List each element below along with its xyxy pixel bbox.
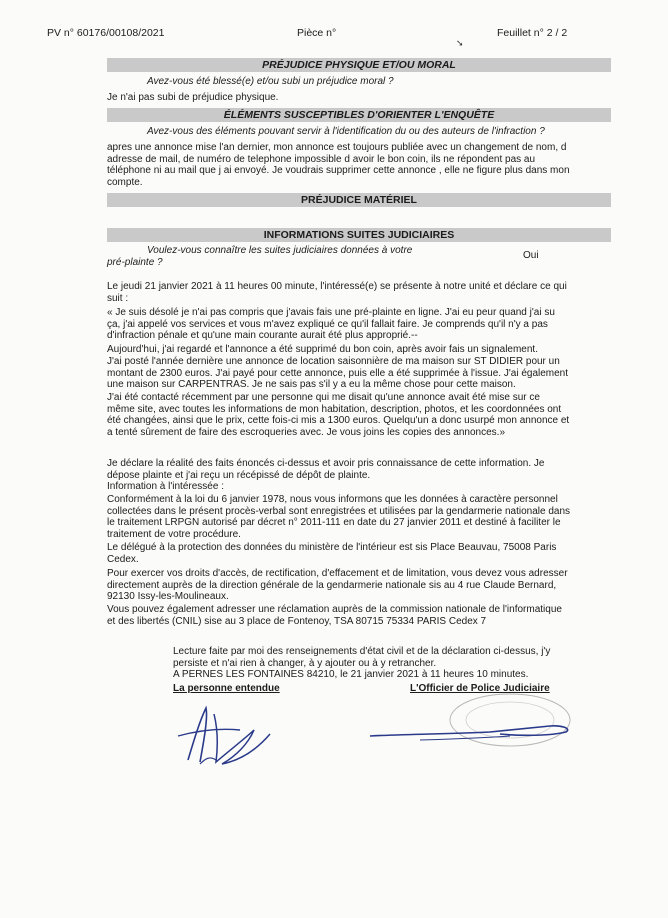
- signature-person-icon: [170, 700, 290, 770]
- body-line: « Je suis désolé je n'ai pas compris que j'avais fais une pré-plainte en ligne. J'ai eu peur quand j'ai su: [107, 307, 555, 318]
- body-line: suit :: [107, 292, 129, 304]
- question-suites-line1: Voulez-vous connaître les suites judiciaires données à votre: [147, 245, 413, 256]
- answer-elements-line: adresse de mail, de numéro de telephone impossible d avoir le bon coin, ils ne répondent pas au: [107, 153, 536, 165]
- declaration-line: Pour exercer vos droits d'accès, de rectification, d'effacement et de limitation, vous devez vous adresser: [107, 568, 568, 579]
- answer-prejudice-physique: Je n'ai pas subi de préjudice physique.: [107, 92, 279, 103]
- body-line: a tenté sûrement de faire des escroqueries avec. Je vous joins les copies des annonces.»: [107, 426, 506, 438]
- declaration-line: 92130 Issy-les-Moulineaux.: [107, 591, 229, 602]
- body-line: ça, j'ai appelé vos services et vous m'avez expliqué ce qu'il fallait faire. Je comprends qu'il n'y a pas: [107, 318, 548, 330]
- signature-label-left: La personne entendue: [173, 683, 280, 694]
- section-title-prejudice-physique: PRÉJUDICE PHYSIQUE ET/OU MORAL: [107, 58, 611, 72]
- declaration-line: directement auprès de la direction générale de la gendarmerie nationale sis au 4 rue Claude Bernard,: [107, 579, 557, 591]
- declaration-line: collectées dans le présent procès-verbal sont enregistrées et utilisées par la gendarmerie nationale dans: [107, 505, 571, 517]
- body-line: d'infraction pénale et qu'une main courante aurait été plus approprié.--: [107, 330, 418, 341]
- scan-mark-icon: ➘: [456, 38, 464, 48]
- signature-officer-icon: [360, 690, 590, 770]
- question-suites-line2: pré-plainte ?: [107, 256, 163, 268]
- question-elements: Avez-vous des éléments pouvant servir à l'identification du ou des auteurs de l'infraction ?: [147, 126, 545, 137]
- piece-label: Pièce n°: [297, 27, 337, 39]
- declaration-line: Information à l'intéressée :: [107, 481, 224, 492]
- declaration-line: Conformément à la loi du 6 janvier 1978, nous vous informons que les données à caractère personnel: [107, 494, 558, 505]
- body-line: Aujourd'hui, j'ai regardé et l'annonce a été supprimé du bon coin, après avoir fais un signalement.: [107, 344, 538, 355]
- signature-label-right: L'Officier de Police Judiciaire: [410, 683, 550, 694]
- closing-line: persiste et n'ai rien à changer, à y ajouter ou à y retrancher.: [173, 657, 437, 669]
- closing-line: Lecture faite par moi des renseignements d'état civil et de la déclaration ci-dessus, j'y: [173, 646, 551, 657]
- pv-number: PV n° 60176/00108/2021: [47, 27, 165, 39]
- body-line: été changées, ainsi que le prix, cette fois-ci mis a 1300 euros. Quelqu'un a donc usurpé mon annonce et: [107, 415, 570, 426]
- declaration-line: Le délégué à la protection des données du ministère de l'intérieur est sis Place Beauvau, 75008 Paris: [107, 542, 557, 553]
- declaration-line: Je déclare la réalité des faits énoncés ci-dessus et avoir pris connaissance de cette information. Je: [107, 458, 545, 469]
- closing-line: A PERNES LES FONTAINES 84210, le 21 janvier 2021 à 11 heures 10 minutes.: [173, 669, 529, 680]
- declaration-line: Cedex.: [107, 553, 139, 565]
- section-title-elements: ÉLÉMENTS SUSCEPTIBLES D'ORIENTER L'ENQUÊTE: [107, 108, 611, 122]
- body-line: montant de 2300 euros. J'ai payé pour cette annonce, puis elle a été supprimée à l'issue. J'ai également: [107, 367, 569, 379]
- body-line: une maison sur CARPENTRAS. Je ne sais pas s'il y a eu la même chose pour cette maison.: [107, 379, 516, 390]
- section-title-prejudice-materiel: PRÉJUDICE MATÉRIEL: [107, 193, 611, 207]
- feuillet-label: Feuillet n° 2 / 2: [497, 27, 568, 39]
- body-line: même site, avec toutes les informations de mon habitation, description, photos, et les coordonnées ont: [107, 403, 562, 415]
- declaration-line: Vous pouvez également adresser une réclamation auprès de la commission nationale de l'informatique: [107, 604, 562, 615]
- question-prejudice-physique: Avez-vous été blessé(e) et/ou subi un préjudice moral ?: [147, 76, 394, 87]
- answer-elements-line: téléphone ni au mail que j ai envoyé. Je voudrais supprimer cette annonce , elle ne figure plus dans mon: [107, 165, 570, 176]
- answer-suites: Oui: [523, 250, 539, 261]
- answer-elements-line: apres une annonce mise l'an dernier, mon annonce est toujours publiée avec un changement de nom, d: [107, 142, 567, 153]
- declaration-line: le traitement LRPGN autorisé par décret n° 2011-111 en date du 27 janvier 2011 et destiné à faciliter le: [107, 517, 561, 528]
- answer-elements-line: compte.: [107, 176, 143, 188]
- declaration-line: traitement de votre procédure.: [107, 528, 241, 540]
- body-line: Le jeudi 21 janvier 2021 à 11 heures 00 minute, l'intéressé(e) se présente à notre unité et déclare ce qui: [107, 281, 567, 292]
- declaration-line: dépose plainte et j'ai reçu un récépissé de dépôt de plainte.: [107, 469, 371, 481]
- section-title-suites: INFORMATIONS SUITES JUDICIAIRES: [107, 228, 611, 242]
- body-line: J'ai été contacté récemment par une personne qui me disait qu'une annonce avait été mise sur ce: [107, 392, 540, 403]
- declaration-line: et des libertés (CNIL) sise au 3 place de Fontenoy, TSA 80715 75334 PARIS Cedex 7: [107, 615, 487, 627]
- body-line: J'ai posté l'année dernière une annonce de location saisonnière de ma maison sur ST DIDIER pour un: [107, 356, 560, 367]
